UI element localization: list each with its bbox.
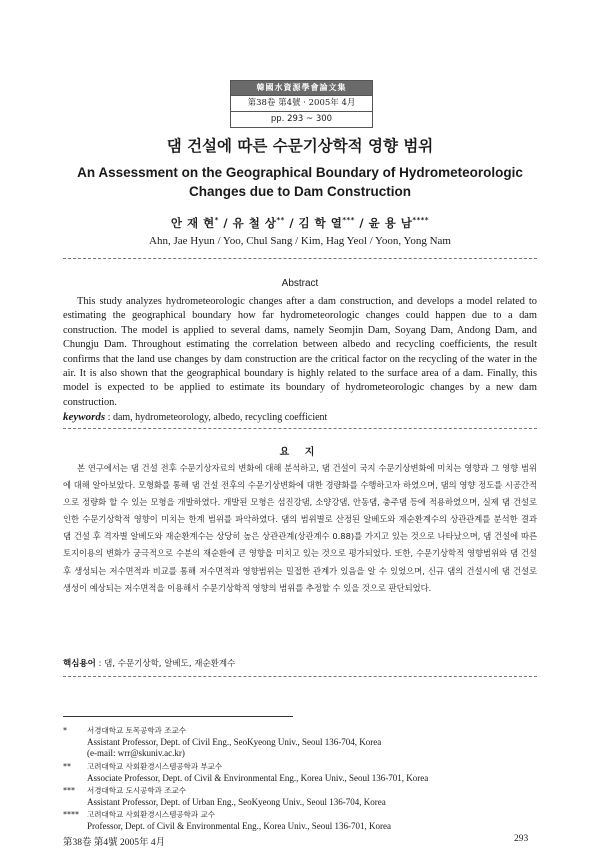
footnote-english: Professor, Dept. of Civil & Environmental Eng., Korea Univ., Seoul 136-701, Korea	[87, 821, 392, 831]
divider	[63, 676, 537, 677]
author-separator: /	[354, 216, 369, 230]
author-separator: /	[284, 216, 299, 230]
summary-keywords: 핵심용어 : 댐, 수문기상학, 알베도, 재순환계수	[63, 659, 236, 669]
abstract-body	[63, 295, 537, 410]
abstract-text: This study analyzes hydrometeorologic changes after a dam construction, and develops a model related to estimating the geographical boundary how far hydrometeorologic changes could happen due to a dam construction. The model is applied to several dams, namely Seomjin Dam, Soyang Dam, Andong Dam, and Chungju Dam. Throughout estimating the correlation between albedo and recycling coefficients, the result confirms that the land use changes by dam construction are the critical factor on the recycling of the water in the air. It is also shown that the geographical boundary is highly related to the surface area of a dam. Finally, this model is expected to be applied to estimate its boundary of hydrometeorologic changes by a new dam construction.	[63, 296, 537, 408]
footnote-korean: 서경대학교 토목공학과 조교수	[87, 726, 186, 735]
journal-pages: pp. 293 ~ 300	[231, 111, 372, 127]
authors-english: Ahn, Jae Hyun / Yoo, Chul Sang / Kim, Hag Yeol / Yoon, Yong Nam	[149, 235, 451, 247]
abstract-keywords: keywords : dam, hydrometeorology, albedo, recycling coefficient	[63, 411, 328, 423]
title-english-line1: An Assessment on the Geographical Boundary of Hydrometeorologic	[77, 165, 523, 180]
author-name: 유 철 상	[232, 216, 277, 230]
footnote-mark: ***	[63, 786, 75, 795]
title-korean: 댐 건설에 따른 수문기상학적 영향 범위	[166, 137, 434, 155]
title-english-line2: Changes due to Dam Construction	[188, 184, 411, 199]
footnote-english: Assistant Professor, Dept. of Urban Eng., SeoKyeong Univ., Seoul 136-704, Korea	[87, 797, 386, 807]
summary-keywords-label: 핵심용어	[63, 659, 96, 669]
journal-volume: 第38卷 第4號 · 2005年 4月	[231, 95, 372, 111]
footnote-english: Assistant Professor, Dept. of Civil Eng., SeoKyeong Univ., Seoul 136-704, Korea	[87, 737, 382, 747]
author-separator: /	[218, 216, 233, 230]
divider	[63, 258, 537, 259]
footnote-rule	[63, 716, 293, 717]
author-name: 안 재 현	[170, 216, 215, 230]
summary-keywords-text: 댐, 수문기상학, 알베도, 재순환계수	[104, 659, 236, 669]
footnote-korean: 고려대학교 사회환경시스템공학과 부교수	[87, 762, 223, 771]
author-mark: *	[214, 216, 219, 225]
authors-korean	[0, 215, 600, 231]
author-mark: ***	[342, 216, 355, 225]
title-english	[40, 163, 560, 201]
footnote-mark: *	[63, 726, 67, 735]
keywords-text: dam, hydrometeorology, albedo, recycling coefficient	[112, 412, 328, 423]
abstract-heading: Abstract	[281, 278, 319, 289]
summary-body	[63, 460, 537, 597]
footnote-korean: 서경대학교 도시공학과 조교수	[87, 786, 186, 795]
author-mark: **	[276, 216, 285, 225]
author-name: 김 학 열	[298, 216, 343, 230]
footnote-mark: ****	[63, 810, 79, 819]
author-name: 윤 용 남	[368, 216, 413, 230]
footnote-korean: 고려대학교 사회환경시스템공학과 교수	[87, 810, 215, 819]
keywords-label: keywords	[63, 411, 106, 423]
author-mark: ****	[412, 216, 430, 225]
footer-journal-issue: 第38卷 第4號 2005年 4月	[63, 838, 166, 848]
journal-header-box	[230, 80, 373, 128]
footnote-english: Associate Professor, Dept. of Civil & Environmental Eng., Korea Univ., Seoul 136-701, Korea	[87, 773, 429, 783]
footnote-mark: **	[63, 762, 71, 771]
page-number: 293	[514, 834, 529, 844]
summary-heading: 요 지	[279, 447, 321, 458]
summary-text: 본 연구에서는 댐 건설 전후 수문기상자료의 변화에 대해 분석하고, 댐 건설이 국지 수문기상변화에 미치는 영향과 그 영향 범위에 대해 알아보았다. 모형화를 통해 댐 건설 전후의 수문기상변화에 대한 경량화를 수행하고자 하였으며, 댐의 영향 정도를 시공간적으로 정량화 할 수 있는 모형을 개발하였다. 개발된 모형은 섬진강댐, 소양강댐, 안동댐, 충주댐 등에 적용하였으며, 실제 댐 건설로 인한 수문기상학적 영향이 미치는 한계 범위를 파악하였다. 댐의 범위별로 산정된 알베도와 재순환계수의 상관관계를 분석한 결과 댐 건설 후 격자별 알베도와 재순환계수는 상당히 높은 상관관계(상관계수 0.88)를 가지고 있는 것으로 나타났으며, 댐 건설에 따른 토지이용의 변화가 궁극적으로 수분의 재순환에 큰 영향을 미치고 있는 것으로 평가되었다. 또한, 수문기상학적 영향범위와 댐 건설 후 생성되는 저수면적과 비교를 통해 저수면적과 영향범위는 밀접한 관계가 있음을 알 수 있었으며, 신규 댐의 건설시에 댐 건설로 생성이 예상되는 저수면적을 이용해서 수문기상학적 영향의 범위를 추정할 수 있을 것으로 판단되었다.	[63, 463, 537, 593]
journal-name: 韓國水資源學會論文集	[231, 81, 372, 95]
divider	[63, 428, 537, 429]
footnote-email: (e-mail: wrr@skuniv.ac.kr)	[87, 748, 185, 758]
